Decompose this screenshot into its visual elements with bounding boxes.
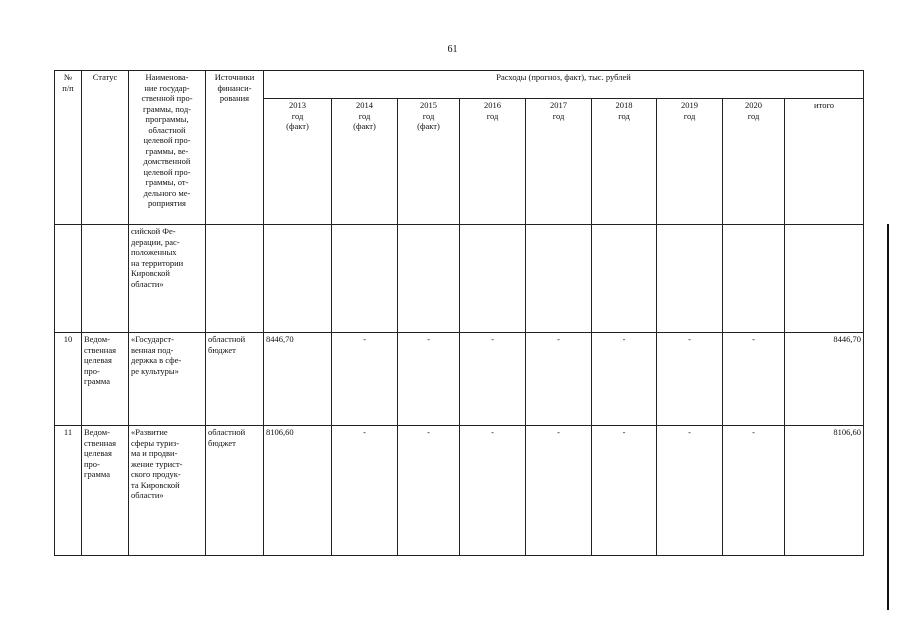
scan-edge-line	[887, 224, 889, 610]
row-value-2013: 8446,70	[264, 333, 332, 426]
year-2020: 2020 год	[723, 99, 785, 225]
row-program-name: «Государст- венная под- держка в сфе- ре культуры»	[129, 333, 206, 426]
budget-table	[54, 70, 864, 556]
year-2014: 2014 год (факт)	[332, 99, 398, 225]
year-2017: 2017 год	[526, 99, 592, 225]
row-value-2017: -	[526, 333, 592, 426]
row-value-2018: -	[592, 333, 657, 426]
row-value-2016: -	[460, 333, 526, 426]
page-number: 61	[447, 44, 458, 55]
header-row	[55, 71, 864, 99]
year-2019: 2019 год	[657, 99, 723, 225]
row-num: 11	[55, 426, 82, 556]
row-value-2015: -	[398, 333, 460, 426]
year-2013: 2013 год (факт)	[264, 99, 332, 225]
year-2018: 2018 год	[592, 99, 657, 225]
row-value-2014: -	[332, 426, 398, 556]
row-value-2019: -	[657, 426, 723, 556]
row-value-2016: -	[460, 426, 526, 556]
row-value-2020: -	[723, 426, 785, 556]
continuation-name: сийской Фе- дерации, рас- положенных на территории Кировской области»	[129, 225, 206, 333]
row-value-2013: 8106,60	[264, 426, 332, 556]
row-value-total: 8446,70	[785, 333, 864, 426]
header-program-name: Наименова- ние государ- ственной про- граммы, под- программы, областной целевой про- граммы, ве- домственной целевой про- граммы, от- дельного ме- роприятия	[129, 71, 206, 225]
year-2015: 2015 год (факт)	[398, 99, 460, 225]
table-row	[55, 426, 864, 556]
row-funding-source: областной бюджет	[206, 333, 264, 426]
row-value-2014: -	[332, 333, 398, 426]
row-status: Ведом- ственная целевая про- грамма	[82, 426, 129, 556]
continuation-row	[55, 225, 864, 333]
header-expenses: Расходы (прогноз, факт), тыс. рублей	[264, 71, 864, 99]
row-value-2017: -	[526, 426, 592, 556]
header-num: № п/п	[55, 71, 82, 225]
row-program-name: «Развитие сферы туриз- ма и продви- жение турист- ского продук- та Кировской области»	[129, 426, 206, 556]
row-value-2020: -	[723, 333, 785, 426]
header-status: Статус	[82, 71, 129, 225]
header-funding-sources: Источники финанси- рования	[206, 71, 264, 225]
row-status: Ведом- ственная целевая про- грамма	[82, 333, 129, 426]
year-2016: 2016 год	[460, 99, 526, 225]
row-value-total: 8106,60	[785, 426, 864, 556]
table-row	[55, 333, 864, 426]
row-num: 10	[55, 333, 82, 426]
year-total: итого	[785, 99, 864, 225]
row-value-2015: -	[398, 426, 460, 556]
row-value-2019: -	[657, 333, 723, 426]
row-value-2018: -	[592, 426, 657, 556]
row-funding-source: областной бюджет	[206, 426, 264, 556]
